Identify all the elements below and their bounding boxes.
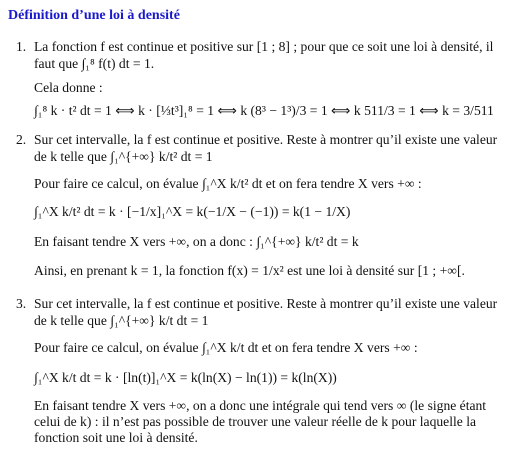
item-3-calc: Pour faire ce calcul, on évalue ∫₁^X k/t dt et on fera tendre X vers +∞ : <box>34 340 418 355</box>
item-2-calc: Pour faire ce calcul, on évalue ∫₁^X k/t² dt et on fera tendre X vers +∞ : <box>34 176 422 191</box>
item-2-line-2: de k telle que ∫₁^{+∞} k/t² dt = 1 <box>34 149 213 164</box>
section-title: Définition d’une loi à densité <box>8 8 180 23</box>
item-3-conclusion-3: fonction soit une loi à densité. <box>34 430 198 445</box>
item-2-conclusion: Ainsi, en prenant k = 1, la fonction f(x) = 1/x² est une loi à densité sur [1 ; +∞[. <box>34 263 465 278</box>
item-3-conclusion-1: En faisant tendre X vers +∞, on a donc une intégrale qui tend vers ∞ (le signe étant <box>34 398 487 413</box>
item-1-equation: ∫₁⁸ k · t² dt = 1 ⟺ k · [⅓t³]₁⁸ = 1 ⟺ k (8³ − 1³)/3 = 1 ⟺ k 511/3 = 1 ⟺ k = 3/511 <box>34 103 494 118</box>
item-3-conclusion-2: celui de k) : il n’est pas possible de trouver une valeur réelle de k pour laquelle la <box>34 414 477 429</box>
item-number: 2. <box>16 132 27 147</box>
item-1-cela: Cela donne : <box>34 80 103 95</box>
item-3-line-1: Sur cet intervalle, la f est continue et positive. Reste à montrer qu’il existe une valeur <box>34 296 498 311</box>
item-number: 1. <box>16 39 27 54</box>
item-2-equation: ∫₁^X k/t² dt = k · [−1/x]₁^X = k(−1/X − (−1)) = k(1 − 1/X) <box>34 204 351 219</box>
item-3-equation: ∫₁^X k/t dt = k · [ln(t)]₁^X = k(ln(X) − ln(1)) = k(ln(X)) <box>34 370 337 385</box>
item-1-line-1: La fonction f est continue et positive sur [1 ; 8] ; pour que ce soit une loi à densité, il <box>34 39 494 54</box>
item-number: 3. <box>16 296 27 311</box>
item-1-line-2: faut que ∫₁⁸ f(t) dt = 1. <box>34 56 155 71</box>
item-3-line-2: de k telle que ∫₁^{+∞} k/t dt = 1 <box>34 313 209 328</box>
item-2-line-1: Sur cet intervalle, la f est continue et positive. Reste à montrer qu’il existe une valeur <box>34 132 498 147</box>
item-2-limit: En faisant tendre X vers +∞, on a donc : ∫₁^{+∞} k/t² dt = k <box>34 234 359 249</box>
